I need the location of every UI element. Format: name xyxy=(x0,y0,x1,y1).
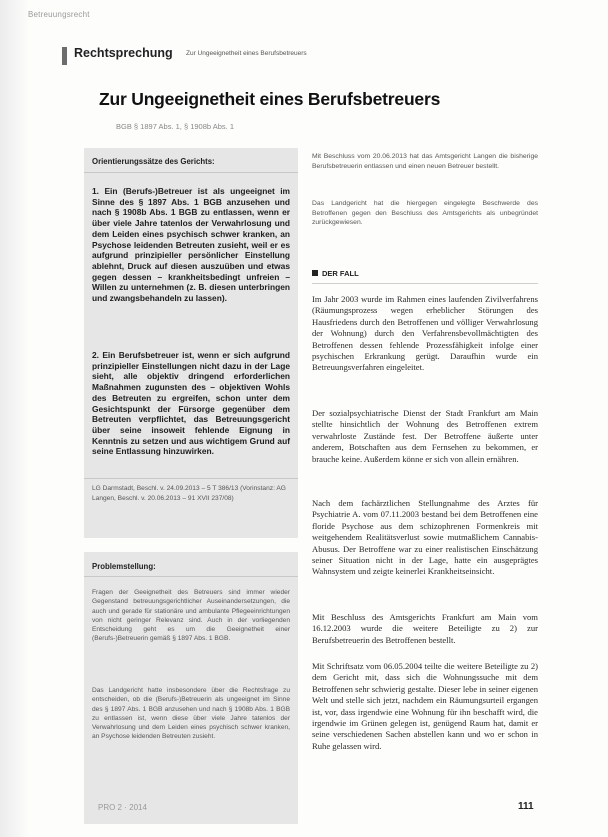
case-paragraph-3: Nach dem fachärztlichen Stellungnahme des Arztes für Psychiatrie A. vom 07.11.2003 bestand bei dem Betroffenen eine floride Psychose aus dem schizophrenen Formenkreis mit weitgehendem Realitätsverlust sowie mutmaßlichem Cannabis-Abusus. Der Betroffene war zu einer realistischen Einschätzung seiner Situation nicht in der Lage, hatte ein ausgeprägtes Wahnsystem und zeigte keinerlei Krankheitseinsicht. xyxy=(312,498,538,577)
intro-paragraph-1: Mit Beschluss vom 20.06.2013 hat das Amtsgericht Langen die bisherige Berufsbetreuerin entlassen und einen neuen Betreuer bestellt. xyxy=(312,153,538,170)
problem-paragraph-2: Das Landgericht hatte insbesondere über die Rechtsfrage zu entscheiden, ob die (Berufs-)Betreuerin als ungeeignet im Sinne des § 1897 Abs. 1 BGB anzusehen und nach § 1908b Abs. 1 BGB zu entlassen ist, wenn diese über viele Jahre tatenlos der Verwahrlosung und dem Leiden eines psychisch schwer kranken, an Psychose leidenden Betreuten zusieht. xyxy=(92,687,290,741)
article-title: Zur Ungeeignetheit eines Berufsbetreuers xyxy=(99,89,441,109)
law-references: BGB § 1897 Abs. 1, § 1908b Abs. 1 xyxy=(116,122,235,131)
court-citation: LG Darmstadt, Beschl. v. 24.09.2013 – 5 T 386/13 (Vorinstanz: AG Langen, Beschl. v. 20.06.2013 – 91 XVII 237/08) xyxy=(92,485,286,502)
problem-divider xyxy=(84,576,298,577)
kicker: Betreuungsrecht xyxy=(28,10,90,19)
section-subtitle: Zur Ungeeignetheit eines Berufsbetreuers xyxy=(186,50,307,57)
journal-footer: PRO 2 · 2014 xyxy=(98,803,147,812)
case-paragraph-2: Der sozialpsychiatrische Dienst der Stadt Frankfurt am Main stellte hinsichtlich der Wohnung des Betroffenen extrem verwahrloste Zustände fest. Der Betroffene äußerte unter anderem, Botschaften aus dem Fernsehen zu bekommen, er brauche keine. Außerdem könne er sich von allein ernähren. xyxy=(312,408,538,464)
intro-paragraph-2: Das Landgericht hat die hiergegen eingelegte Beschwerde des Betroffenen gegen den Beschluss des Amtsgerichts als unbegründet zurückgewiesen. xyxy=(312,200,538,227)
section-marker xyxy=(62,47,67,65)
guidelines-box xyxy=(84,148,298,538)
problem-box xyxy=(84,552,298,824)
section-title: Rechtsprechung xyxy=(74,46,173,60)
case-divider xyxy=(312,283,538,284)
page-number: 111 xyxy=(518,801,534,812)
case-paragraph-5: Mit Schriftsatz vom 06.05.2004 teilte die weitere Beteiligte zu 2) dem Gericht mit, dass sich die Wohnungssuche mit dem Betroffenen sehr schwierig gestalte. Dieser lebe in seiner eigenen Welt und stelle sich jetzt, nachdem ein Räumungsurteil ergangen ist, vor, dass irgendwie eine Wohnung für ihn beschafft wird, die irgendwie im Grünen gelegen ist, genügend Raum hat, damit er seine verschiedenen Sachen abstellen kann und wo er schon in Ruhe gelassen wird. xyxy=(312,661,538,751)
case-paragraph-4: Mit Beschluss des Amtsgerichts Frankfurt am Main vom 16.12.2003 wurde die weitere Beteiligte zu 2) zur Berufsbetreuerin des Betroffenen bestellt. xyxy=(312,612,538,645)
page-edge-shadow xyxy=(0,0,30,837)
guideline-point-1: 1. Ein (Berufs-)Betreuer ist als ungeeignet im Sinne des § 1897 Abs. 1 BGB anzusehen und nach § 1908b Abs. 1 BGB zu entlassen, wenn er über viele Jahre tatenlos der Verwahrlosung und dem Leiden eines psychisch schwer kranken, an Psychose leidenden Betreuten zusieht, weil er es aufgrund prinzipieller persönlicher Einstellung ablehnt, Druck auf diesen auszuüben und etwas gegen dessen – krankheitsbedingt unfreien – Willen zu unternehmen (z. B. diesen unterbringen und zwangsbehandeln zu lassen). xyxy=(92,186,290,304)
guidelines-divider xyxy=(84,172,298,173)
case-heading-marker xyxy=(312,270,318,276)
problem-paragraph-1: Fragen der Geeignetheit des Betreuers sind immer wieder Gegenstand betreuungsgerichtlicher Auseinandersetzungen, die auch und gerade für stationäre und ambulante Pflegeeinrichtungen von nicht geringer Relevanz sind. Auch in der vorliegenden Entscheidung geht es um die Geeignetheit einer (Berufs-)Betreuerin gemäß § 1897 Abs. 1 BGB. xyxy=(92,589,290,643)
guideline-point-2: 2. Ein Berufsbetreuer ist, wenn er sich aufgrund prinzipieller Einstellungen nicht dazu in der Lage sieht, alle objektiv dringend erforderlichen Maßnahmen zugunsten des – objektiven Wohls des Betreuten zu ergreifen, schon unter dem Gesichtspunkt der Fürsorge gegenüber dem Betreuten verpflichtet, das Betreuungsgericht über seine insoweit fehlende Eignung in Kenntnis zu setzen und aus wichtigem Grund auf seine Entlassung hinzuwirken. xyxy=(92,350,290,457)
case-heading: DER FALL xyxy=(322,269,359,278)
guidelines-heading: Orientierungssätze des Gerichts: xyxy=(92,157,215,166)
citation-divider xyxy=(84,478,298,479)
case-paragraph-1: Im Jahr 2003 wurde im Rahmen eines laufenden Zivilverfahrens (Räumungsprozess wegen erheblicher Störungen des Hausfriedens durch den Betroffenen und völliger Verwahrlosung der Wohnung) durch den Verfahrensbevollmächtigten des Betroffenen dessen fehlende Prozessfähigkeit infolge einer psychischen Erkrankung gerügt. Daraufhin wurde ein Betreuungsverfahren eingeleitet. xyxy=(312,294,538,373)
problem-heading: Problemstellung: xyxy=(92,562,156,571)
